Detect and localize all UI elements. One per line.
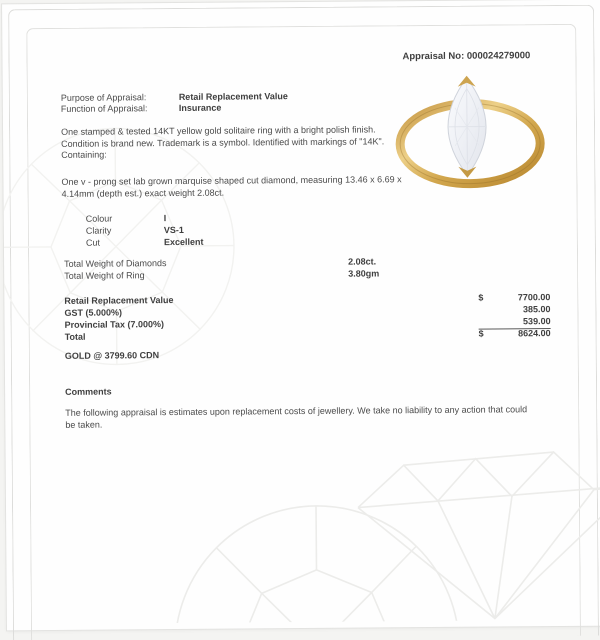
field-label: Function of Appraisal: xyxy=(61,103,148,114)
field-label: Purpose of Appraisal: xyxy=(61,92,147,103)
appraisal-number-label: Appraisal No: xyxy=(402,51,464,62)
weight-diamonds-label: Total Weight of Diamonds xyxy=(64,258,166,270)
grading-label-cut: Cut xyxy=(86,238,100,250)
item-description: One stamped & tested 14KT yellow gold solitaire ring with a bright polish finish. Condition is brand new. Trademark is a symbol. Identified with markings of "14K". Containing: xyxy=(61,124,397,161)
amount: 7700.00 xyxy=(483,292,550,304)
currency-sign: $ xyxy=(479,329,484,341)
ring-photo xyxy=(387,74,560,191)
appraisal-number xyxy=(402,50,530,63)
grading-value-clarity: VS-1 xyxy=(164,225,184,237)
appraisal-number-value: 000024279000 xyxy=(467,50,530,61)
amount: 539.00 xyxy=(479,316,551,329)
pricing-label-rrv: Retail Replacement Value xyxy=(64,295,173,307)
comments-body: The following appraisal is estimates upon replacement costs of jewellery. We take no liability to any action that could be taken. xyxy=(65,404,539,431)
weight-ring-value: 3.80gm xyxy=(348,268,379,280)
grading-value-cut: Excellent xyxy=(164,237,204,249)
certificate-paper xyxy=(2,0,600,630)
amount: 8624.00 xyxy=(484,328,551,340)
comments-title: Comments xyxy=(65,387,112,399)
pricing-label-provincial-tax: Provincial Tax (7.000%) xyxy=(65,319,164,331)
field-purpose-value: Retail Replacement Value xyxy=(179,91,288,103)
weight-ring-label: Total Weight of Ring xyxy=(64,270,144,282)
grading-label-colour: Colour xyxy=(86,213,113,225)
pricing-label-total: Total xyxy=(65,332,86,344)
field-function-value: Insurance xyxy=(179,103,222,115)
gold-rate-note: GOLD @ 3799.60 CDN xyxy=(65,350,159,362)
pricing-value-gst xyxy=(478,304,550,316)
grading-value-colour: I xyxy=(164,213,167,225)
pricing-label-gst: GST (5.000%) xyxy=(64,307,122,319)
amount: 385.00 xyxy=(478,304,550,316)
pricing-value-total xyxy=(479,328,551,340)
weight-diamonds-value: 2.08ct. xyxy=(348,256,376,268)
field-function xyxy=(61,103,148,115)
grading-label-clarity: Clarity xyxy=(86,226,112,238)
diamond-description: One v - prong set lab grown marquise shaped cut diamond, measuring 13.46 x 6.69 x 4.14mm (depth est.) exact weight 2.08ct. xyxy=(61,174,403,200)
pricing-value-rrv xyxy=(478,292,550,304)
currency-sign: $ xyxy=(478,293,483,305)
marquise-diamond xyxy=(448,76,487,178)
